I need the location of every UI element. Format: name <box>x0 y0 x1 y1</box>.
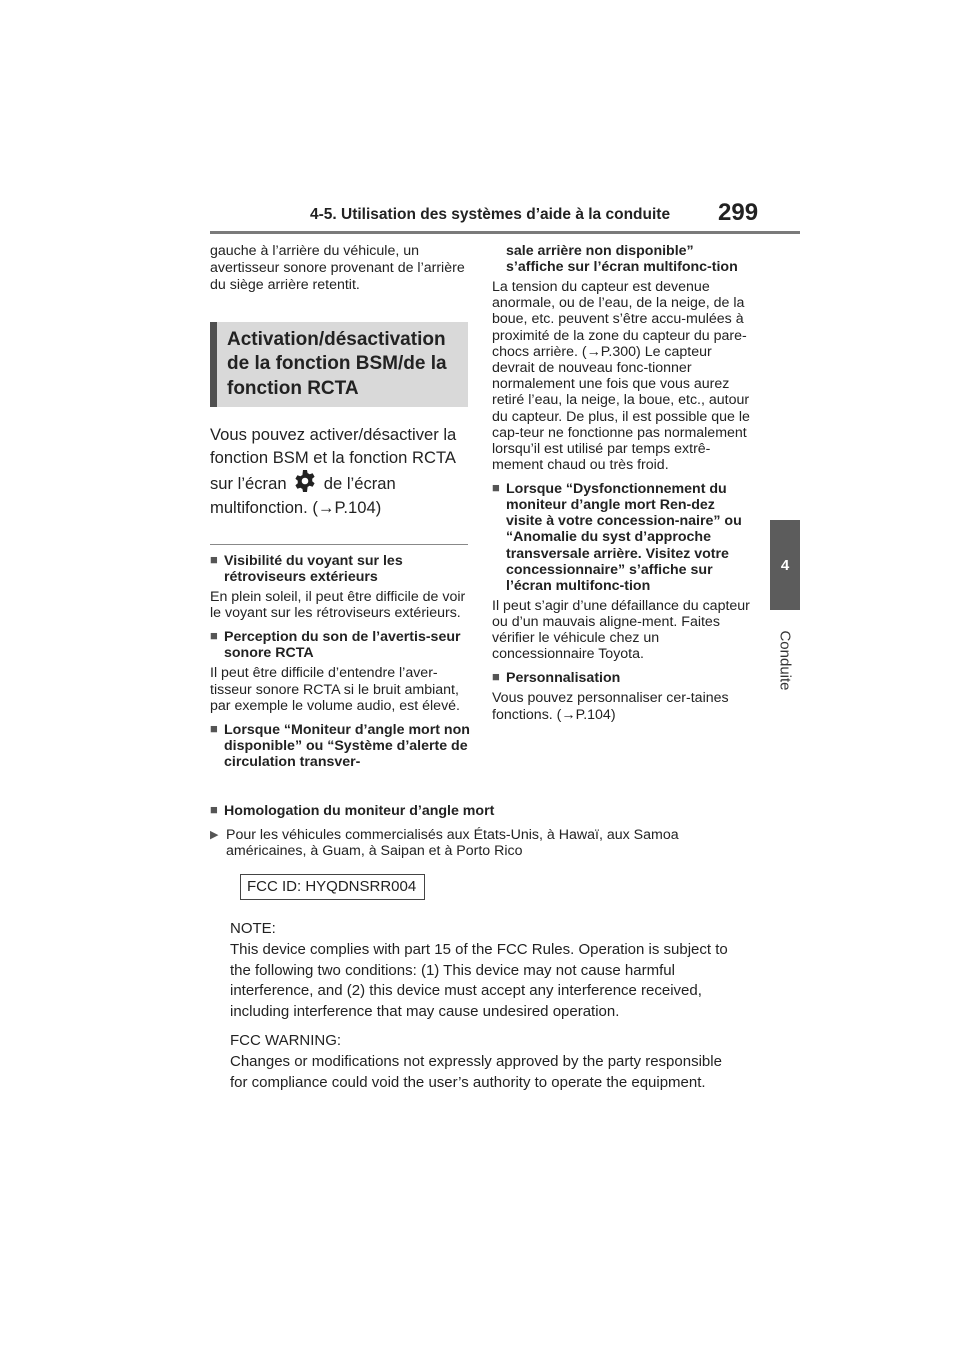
section-body-start: Vous pouvez activer/désactiver la fonction BSM et la fonction RCTA sur l’écran <box>210 425 457 494</box>
chapter-label: Conduite <box>776 629 794 691</box>
section-heading-line-1: Activation/désactivation <box>227 329 446 351</box>
left-column <box>210 243 470 770</box>
homologation-heading: ■ Homologation du moniteur d’angle mort <box>210 802 495 819</box>
homologation-block <box>210 803 760 859</box>
page-number: 299 <box>718 199 759 226</box>
square-bullet-icon: ■ <box>210 802 218 817</box>
fcc-warning-heading: FCC WARNING: <box>230 1032 342 1049</box>
gear-icon <box>293 469 317 493</box>
fcc-id: FCC ID: HYQDNSRR004 <box>240 874 425 900</box>
square-bullet-icon: ■ <box>210 551 218 567</box>
section-heading-line-2: de la fonction BSM/de la <box>227 353 447 375</box>
right-column <box>492 243 754 723</box>
item-heading-unavailable-continued: sale arrière non disponible” s’affiche sur l’écran multifonc-tion <box>506 243 738 276</box>
item-text-sound: Il peut être difficile d’entendre l’aver-tisseur sonore RCTA si le bruit ambiant, par exemple le volume audio, est élevé. <box>210 665 460 714</box>
triangle-bullet-icon: ▶ <box>210 829 219 842</box>
section-body-end: de l’écran multifonction. (→P.104) <box>210 474 396 517</box>
fcc-warning-text: Changes or modifications not expressly approved by the party responsible for compliance could void the user’s authority to operate the equipment. <box>230 1053 722 1091</box>
fcc-note-text: This device complies with part 15 of the FCC Rules. Operation is subject to the following two conditions: (1) This device may not cause harmful interference, and (2) this device must accept any interference received, including interference that may cause undesired operation. <box>230 941 728 1020</box>
square-bullet-icon: ■ <box>492 669 500 685</box>
fcc-note-heading: NOTE: <box>230 920 276 937</box>
chapter-number: 4 <box>780 556 790 574</box>
item-heading-sound: ■ Perception du son de l’avertis-seur sonore RCTA <box>210 628 461 662</box>
homologation-bullet: ▶ Pour les véhicules commercialisés aux États-Unis, à Hawaï, aux Samoa américaines, à Guam, à Saipan et à Porto Rico <box>210 827 679 860</box>
chapter-label-container <box>770 620 800 700</box>
item-heading-visibility: ■ Visibilité du voyant sur les rétroviseurs extérieurs <box>210 551 403 585</box>
square-bullet-icon: ■ <box>210 628 218 644</box>
item-text-malfunction: Il peut s’agir d’une défaillance du capteur ou d’un mauvais aligne-ment. Faites vérifier le véhicule chez un concessionnaire Toyota. <box>492 597 750 663</box>
square-bullet-icon: ■ <box>492 480 500 496</box>
divider <box>210 544 468 545</box>
section-body <box>210 423 470 519</box>
intro-paragraph: gauche à l’arrière du véhicule, un avertisseur sonore provenant de l’arrière du siège arrière retentit. <box>210 243 465 294</box>
item-text-customization: Vous pouvez personnaliser cer-taines fonctions. (→P.104) <box>492 690 729 723</box>
item-heading-malfunction: ■ Lorsque “Dysfonctionnement du moniteur d’angle mort Ren-dez visite à votre concession-naire” ou “Anomalie du syst d’approche transversale arrière. Visitez votre concessionnaire” s’affiche sur l’écran multifonc-tion <box>492 480 742 594</box>
fcc-label-panel <box>222 870 742 1115</box>
square-bullet-icon: ■ <box>210 721 218 737</box>
item-text-unavailable: La tension du capteur est devenue anormale, ou de l’eau, de la neige, de la boue, etc. peuvent s’être accu-mulées à proximité de la zone du capteur du pare-chocs arrière. (→P.300) Le capteur devrait de nouveau fonc-tionner normalement une fois que vous aurez retiré l’eau, la neige, la boue, etc., autour du capteur. De plus, il est possible que le cap-teur ne fonctionne pas normalement lorsqu’il est utilisé par temps extrê-mement chaud ou très froid. <box>492 279 750 474</box>
header-rule <box>210 231 800 234</box>
section-heading-box <box>210 322 468 407</box>
item-text-visibility: En plein soleil, il peut être difficile de voir le voyant sur les rétroviseurs extérieurs. <box>210 589 466 622</box>
section-heading-line-3: fonction RCTA <box>227 377 359 399</box>
item-heading-unavailable: ■ Lorsque “Moniteur d’angle mort non disponible” ou “Système d’alerte de circulation transver- <box>210 721 470 771</box>
chapter-tab <box>770 520 800 610</box>
item-heading-customization: ■ Personnalisation <box>492 669 621 687</box>
running-header-title: 4-5. Utilisation des systèmes d’aide à la conduite <box>310 206 671 223</box>
